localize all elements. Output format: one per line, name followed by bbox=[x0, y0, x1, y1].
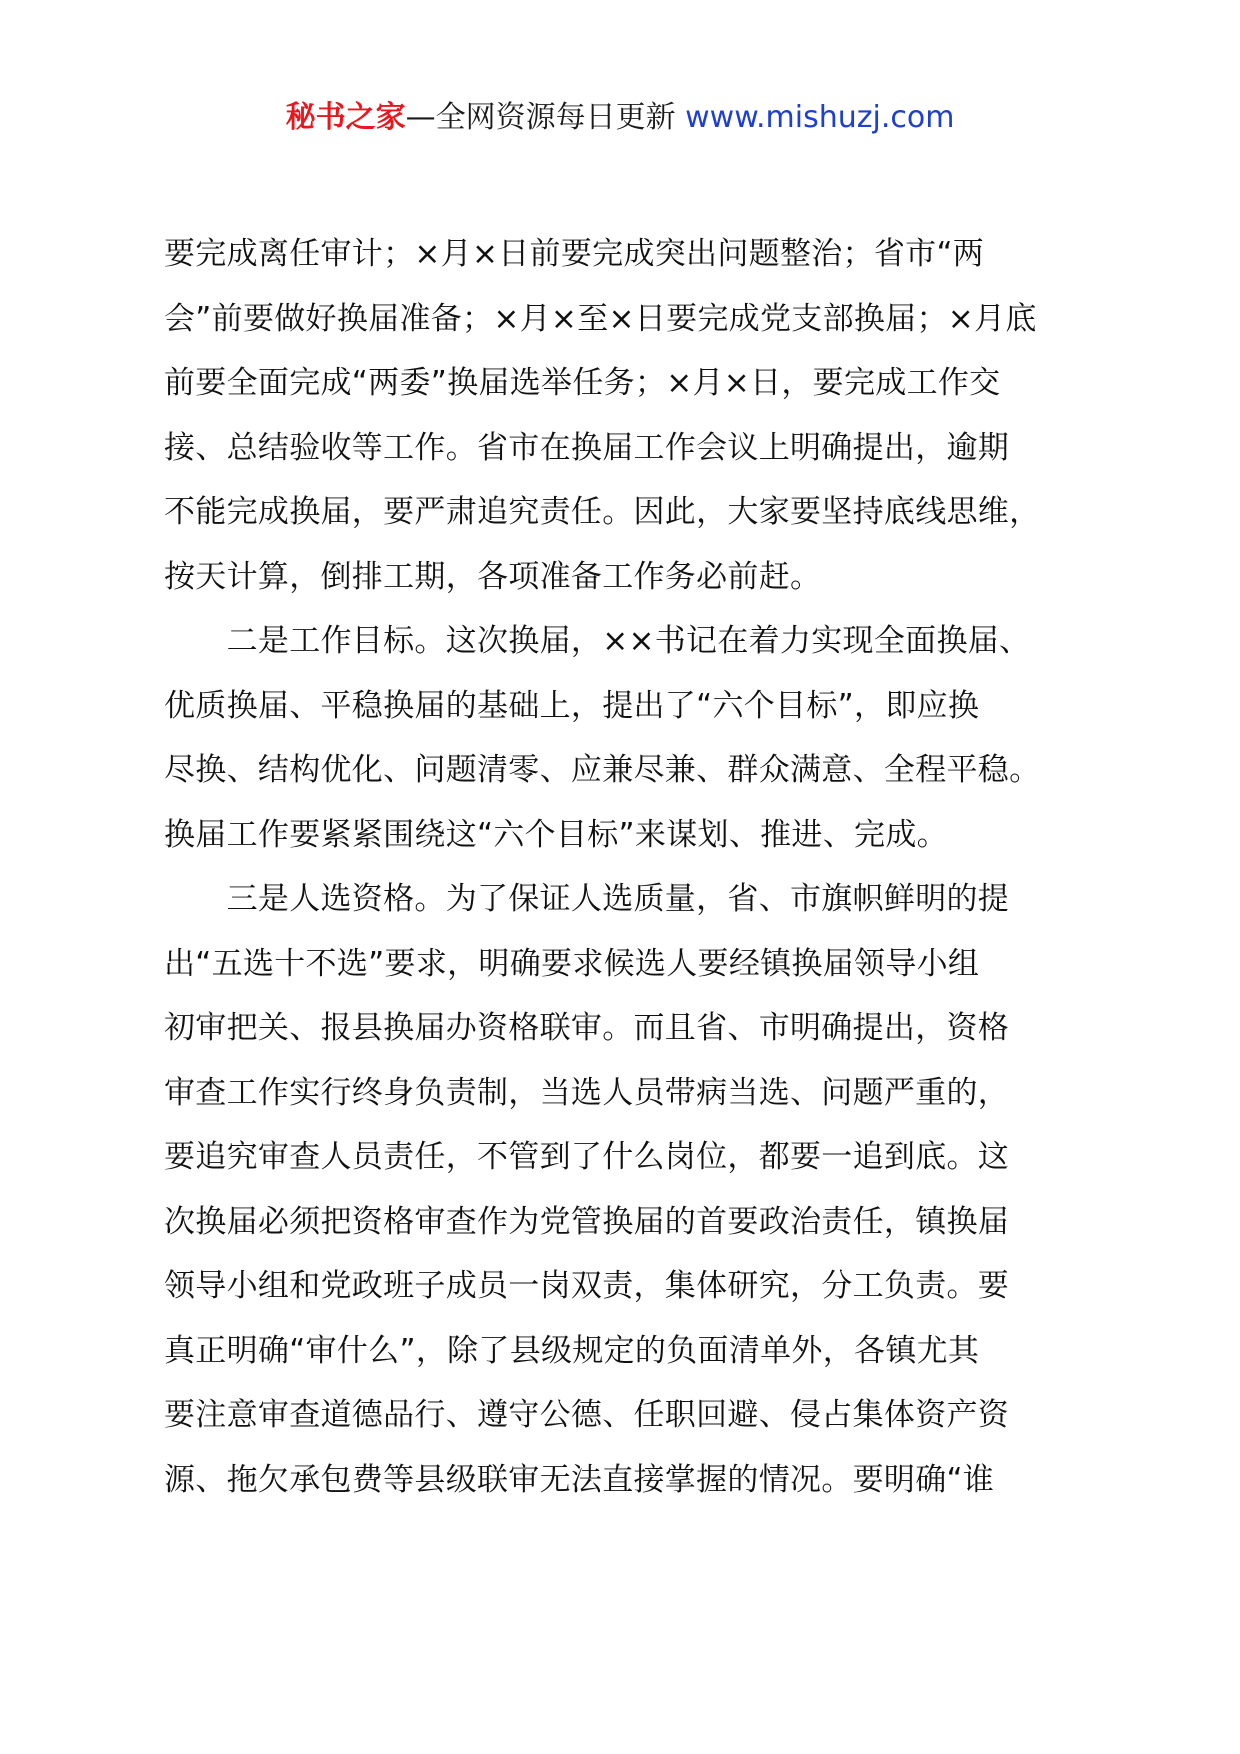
text-line: 出“五选十不选”要求，明确要求候选人要经镇换届领导小组 bbox=[164, 945, 980, 982]
text-line: 审查工作实行终身负责制，当选人员带病当选、问题严重的， bbox=[164, 1074, 1010, 1111]
text-line: 前要全面完成“两委”换届选举任务；×月×日，要完成工作交 bbox=[164, 365, 1001, 401]
document-body bbox=[164, 222, 1124, 1512]
text-line: 三是人选资格。为了保证人选质量，省、市旗帜鲜明的提 bbox=[164, 881, 1010, 917]
text-line: 源、拖欠承包费等县级联审无法直接掌握的情况。要明确“谁 bbox=[164, 1461, 995, 1498]
text-line: 要注意审查道德品行、遵守公德、任职回避、侵占集体资产资 bbox=[164, 1397, 1010, 1433]
header-slogan: —全网资源每日更新 bbox=[405, 100, 686, 135]
text-line: 尽换、结构优化、问题清零、应兼尽兼、群众满意、全程平稳。 bbox=[164, 752, 1041, 788]
text-line: 不能完成换届，要严肃追究责任。因此，大家要坚持底线思维， bbox=[164, 494, 1041, 530]
text-line: 换届工作要紧紧围绕这“六个目标”来谋划、推进、完成。 bbox=[164, 816, 948, 853]
text-line: 领导小组和党政班子成员一岗双责，集体研究，分工负责。要 bbox=[164, 1268, 1010, 1304]
text-line: 二是工作目标。这次换届，××书记在着力实现全面换届、 bbox=[164, 623, 1031, 659]
text-line: 按天计算，倒排工期，各项准备工作务必前赶。 bbox=[164, 558, 822, 595]
text-line: 要追究审查人员责任，不管到了什么岗位，都要一追到底。这 bbox=[164, 1139, 1010, 1175]
brand-name: 秘书之家 bbox=[285, 100, 406, 135]
text-line: 初审把关、报县换届办资格联审。而且省、市明确提出，资格 bbox=[164, 1010, 1010, 1046]
text-line: 次换届必须把资格审查作为党管换届的首要政治责任，镇换届 bbox=[164, 1203, 1010, 1240]
text-line: 真正明确“审什么”，除了县级规定的负面清单外，各镇尤其 bbox=[164, 1332, 980, 1369]
site-url-link[interactable]: www.mishuzj.com bbox=[685, 100, 955, 135]
page-header bbox=[0, 96, 1240, 140]
text-line: 接、总结验收等工作。省市在换届工作会议上明确提出，逾期 bbox=[164, 429, 1010, 466]
text-line: 要完成离任审计；×月×日前要完成突出问题整治；省市“两 bbox=[164, 236, 985, 272]
text-line: 优质换届、平稳换届的基础上，提出了“六个目标”，即应换 bbox=[164, 687, 980, 724]
text-line: 会”前要做好换届准备；×月×至×日要完成党支部换届；×月底 bbox=[164, 300, 1037, 337]
